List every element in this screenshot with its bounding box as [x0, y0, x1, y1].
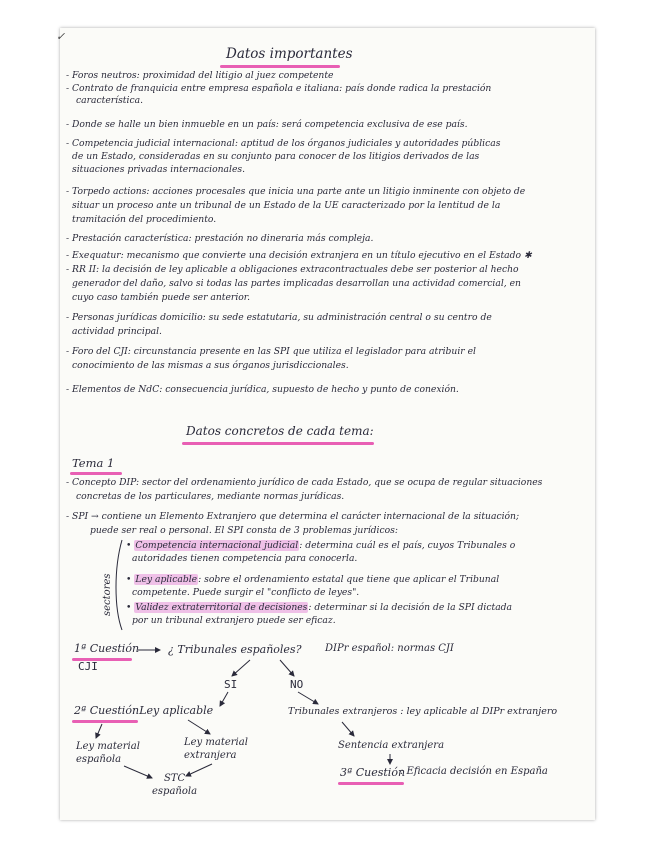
note-line: generador del daño, salvo si todas las partes implicadas desarrollan una actividad comercial, en: [72, 278, 521, 289]
spi-line-1: - SPI → contiene un Elemento Extranjero que determina el carácter internacional de la situación;: [66, 511, 520, 522]
sentencia-extranjera: Sentencia extranjera: [338, 740, 445, 751]
q3-label: 3ª Cuestión: [340, 766, 406, 779]
note-line: - Contrato de franquicia entre empresa española e italiana: país donde radica la prestación: [66, 83, 492, 94]
spi-line-2: puede ser real o personal. El SPI consta de 3 problemas jurídicos:: [90, 525, 398, 536]
concepto-line-1: - Concepto DIP: sector del ordenamiento jurídico de cada Estado, que se ocupa de regular situaciones: [66, 477, 543, 488]
sector-item-continuation: autoridades tienen competencia para conocerla.: [132, 553, 358, 564]
arrow-no-tribunales: [298, 692, 318, 704]
note-line: de un Estado, consideradas en su conjunto para conocer de los litigios derivados de las: [72, 151, 480, 162]
sector-description: : determina cuál es el país, cuyos Tribunales o: [299, 540, 516, 551]
note-line: situaciones privadas internacionales.: [72, 164, 246, 175]
sector-description: : determinar si la decisión de la SPI dictada: [308, 602, 513, 613]
sector-item-continuation: por un tribunal extranjero puede ser eficaz.: [132, 615, 336, 626]
sector-item: • Ley aplicable: sobre el ordenamiento estatal que tiene que aplicar el Tribunal: [126, 574, 500, 585]
note-line: tramitación del procedimiento.: [72, 214, 217, 225]
arrow-si-q2: [220, 692, 228, 706]
page-corner-mark: ✓: [56, 30, 66, 43]
note-line: conocimiento de las mismas a sus órganos jurisdiccionales.: [72, 360, 349, 371]
arrow-q2-ley-ext: [188, 720, 210, 734]
sectors-brace: [116, 540, 122, 630]
note-line: - RR II: la decisión de ley aplicable a obligaciones extracontractuales debe ser posterior al hecho: [66, 264, 519, 275]
note-line: - Personas jurídicas domicilio: su sede estatutaria, su administración central o su centro de: [66, 312, 492, 323]
sector-description: : sobre el ordenamiento estatal que tiene que aplicar el Tribunal: [198, 574, 500, 585]
arrow-to-sentencia: [342, 722, 354, 736]
section-subtitle: Datos concretos de cada tema:: [186, 424, 374, 438]
tribunales-extranjeros: Tribunales extranjeros : ley aplicable al DIPr extranjero: [288, 706, 558, 717]
note-line: - Torpedo actions: acciones procesales que inicia una parte ante un litigio inminente con objeto de: [66, 186, 526, 197]
q3-underline: [338, 782, 404, 785]
tema-underline: [70, 472, 122, 475]
note-line: - Competencia judicial internacional: aptitud de los órganos judiciales y autoridades públicas: [66, 138, 501, 149]
q1-label: 1ª Cuestión: [74, 642, 140, 655]
cji-label: CJI: [78, 660, 98, 673]
q2-text: : Ley aplicable: [132, 704, 214, 717]
notebook-page: [56, 28, 595, 820]
sector-item: • Validez extraterritorial de decisiones: determinar si la decisión de la SPI dictada: [126, 602, 513, 613]
answer-si: SI: [224, 678, 238, 691]
concepto-line-2: concretas de los particulares, mediante normas jurídicas.: [76, 491, 345, 502]
q3-text: : Eficacia decisión en España: [400, 766, 548, 777]
q1-question: ¿ Tribunales españoles?: [168, 643, 302, 656]
note-line: actividad principal.: [72, 326, 162, 337]
note-line: situar un proceso ante un tribunal de un Estado de la UE caracterizado por la lentitud de la: [72, 200, 501, 211]
sector-highlight: Competencia internacional judicial: [135, 540, 299, 551]
sectores-label: sectores: [102, 573, 113, 616]
sector-highlight: Ley aplicable: [135, 574, 198, 585]
arrow-esp-stc: [124, 766, 152, 778]
sector-item-continuation: competente. Puede surgir el "conflicto de leyes".: [132, 587, 360, 598]
note-line: característica.: [76, 95, 143, 106]
ley-material-espanola: Ley material española: [76, 741, 140, 765]
stc-espanola: STC española: [152, 773, 198, 797]
note-line: - Foros neutros: proximidad del litigio al juez competente: [66, 70, 334, 81]
note-line: - Donde se halle un bien inmueble en un país: será competencia exclusiva de ese país.: [66, 119, 468, 130]
sector-highlight: Validez extraterritorial de decisiones: [135, 602, 308, 613]
page-title: Datos importantes: [226, 46, 353, 62]
arrow-to-si: [232, 660, 250, 676]
tema-heading: Tema 1: [72, 456, 115, 470]
answer-no: NO: [290, 678, 304, 691]
ley-material-extranjera: Ley material extranjera: [184, 737, 248, 761]
q2-label: 2ª Cuestión: [74, 704, 140, 717]
subtitle-underline: [182, 442, 374, 445]
note-line: - Elementos de NdC: consecuencia jurídica, supuesto de hecho y punto de conexión.: [66, 384, 459, 395]
q1-answer: DIPr español: normas CJI: [325, 643, 454, 654]
note-line: - Exequatur: mecanismo que convierte una decisión extranjera en un título ejecutivo en el Estado ✱: [66, 250, 532, 261]
title-underline: [220, 65, 340, 68]
q2-underline: [72, 720, 138, 723]
note-line: - Prestación característica: prestación no dineraria más compleja.: [66, 233, 374, 244]
arrow-to-no: [280, 660, 294, 676]
note-line: - Foro del CJI: circunstancia presente en las SPI que utiliza el legislador para atribuir el: [66, 346, 476, 357]
sector-item: • Competencia internacional judicial: determina cuál es el país, cuyos Tribunales o: [126, 540, 516, 551]
arrow-q2-ley-esp: [96, 724, 102, 738]
note-line: cuyo caso también puede ser anterior.: [72, 292, 251, 303]
